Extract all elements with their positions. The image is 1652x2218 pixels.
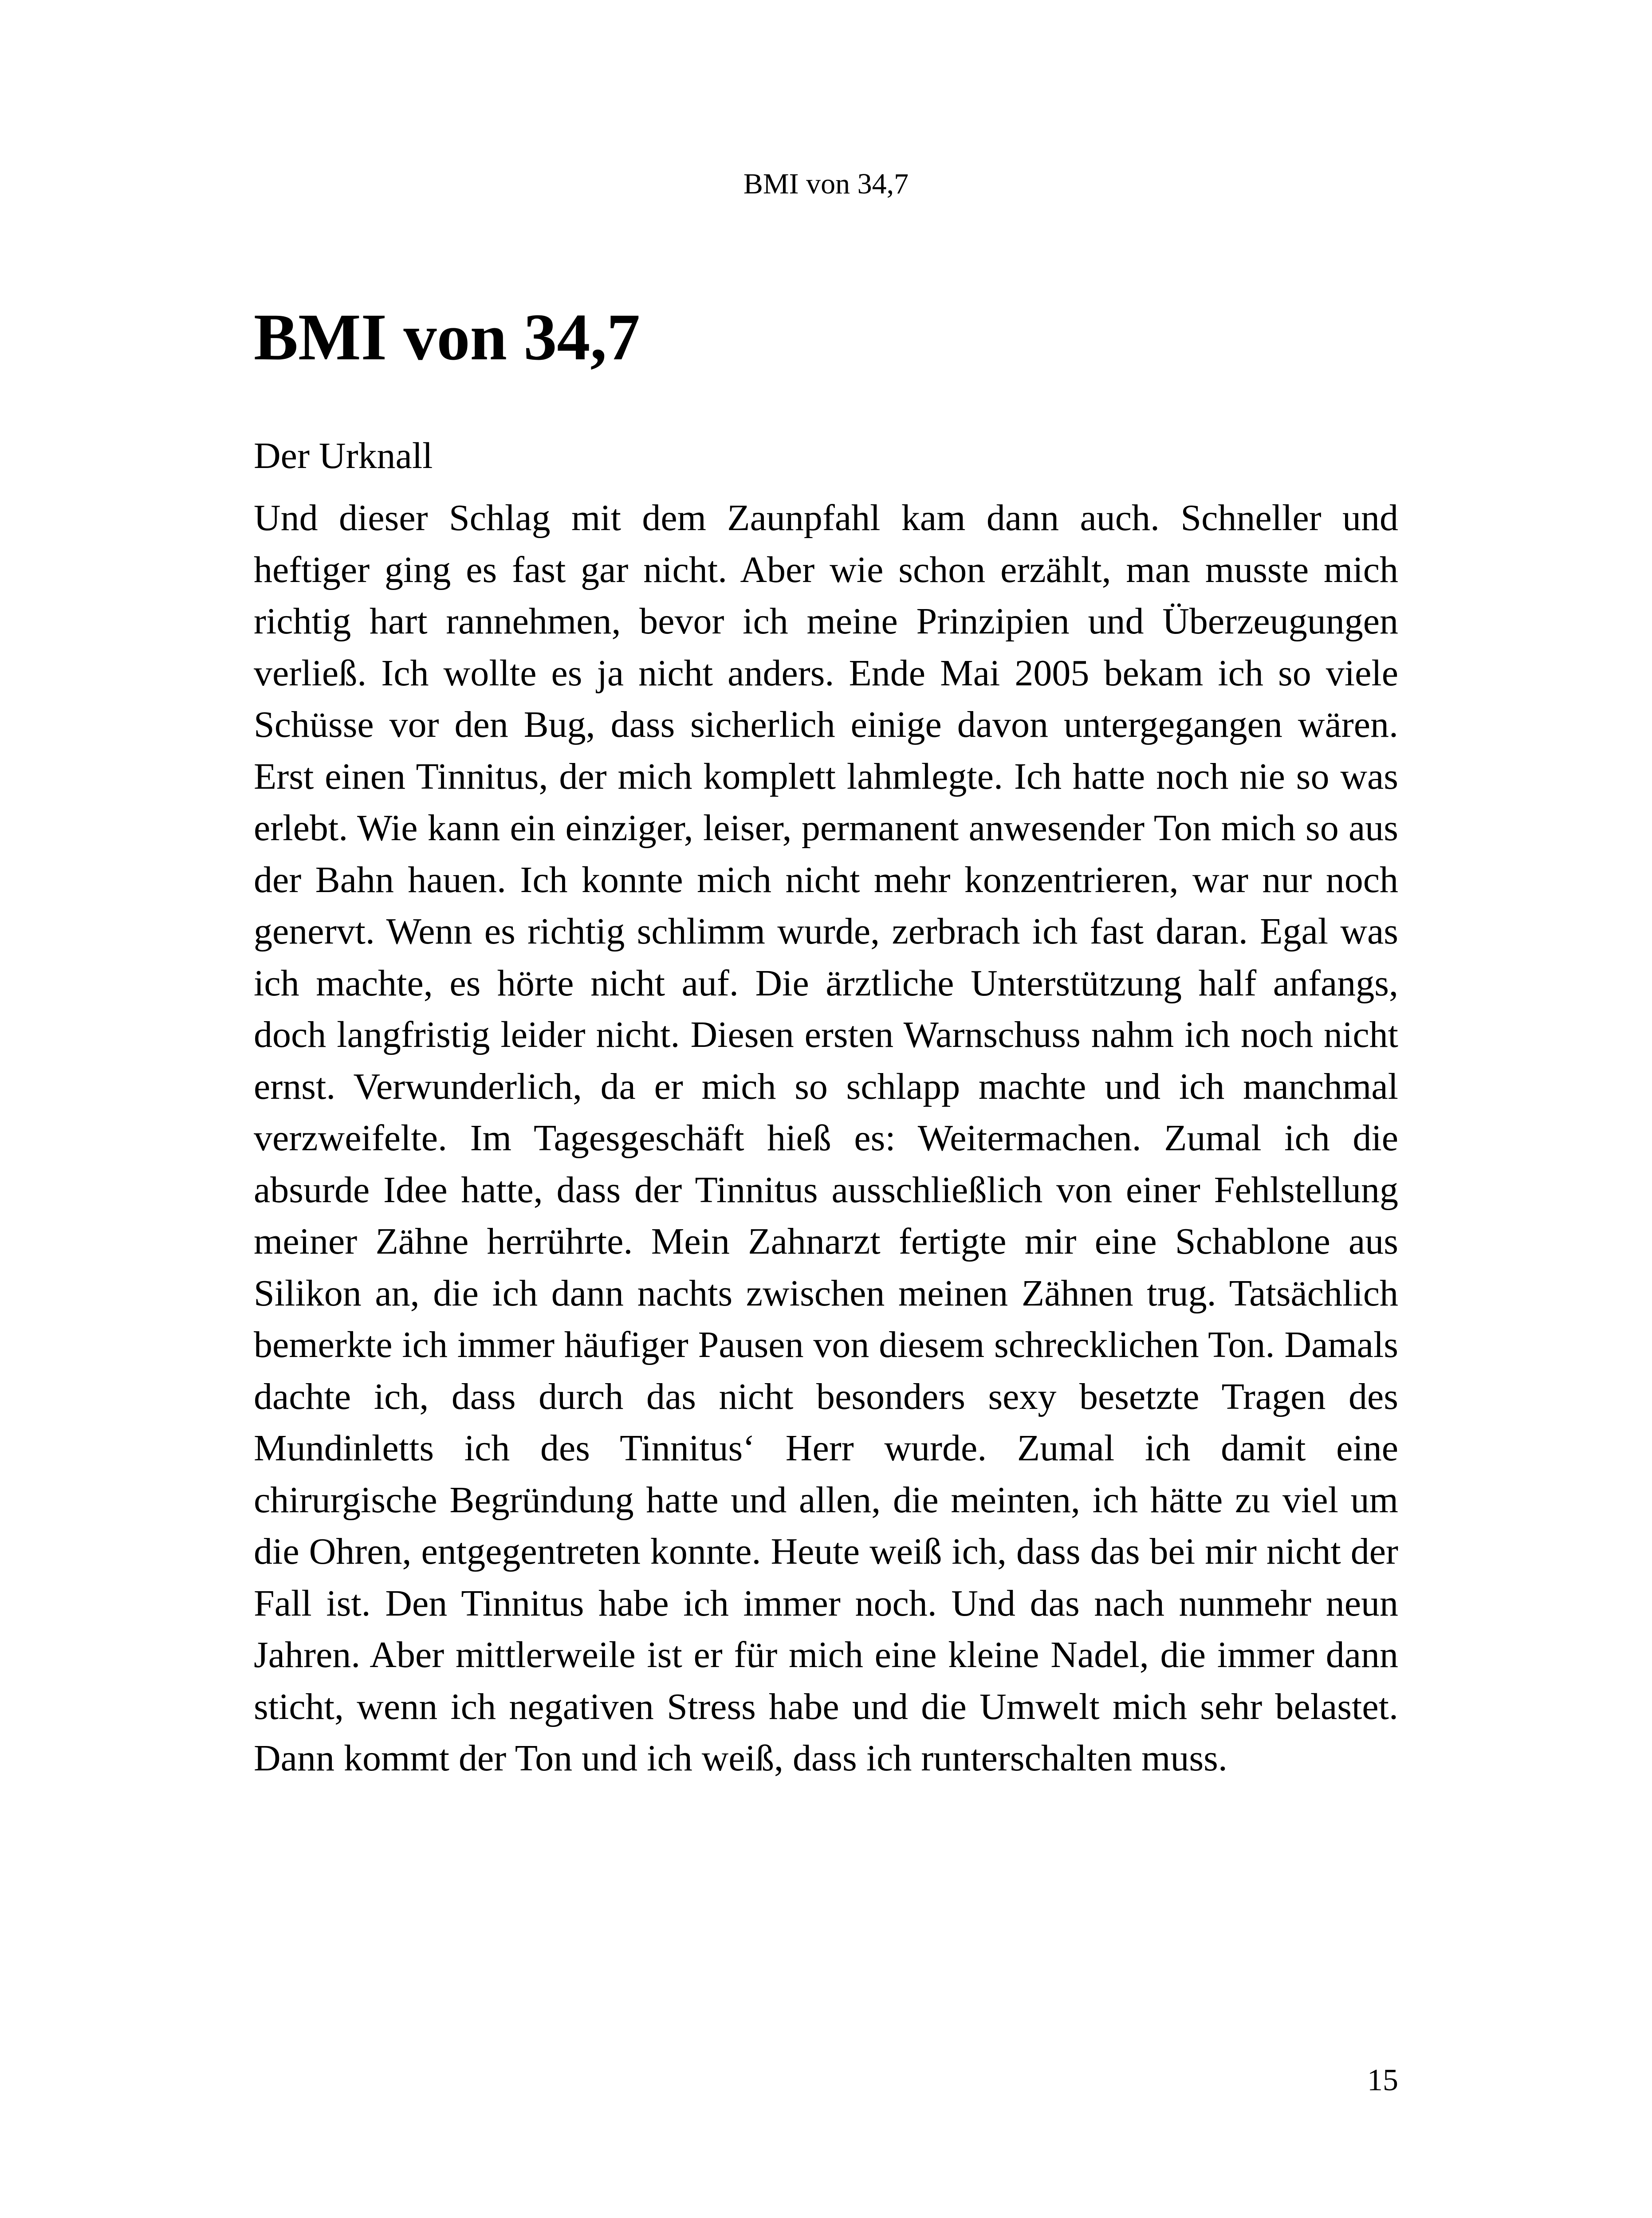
running-header: BMI von 34,7 xyxy=(743,168,909,200)
page-content xyxy=(254,293,1398,1779)
body-paragraph: Und dieser Schlag mit dem Zaunpfahl kam dann auch. Schneller und heftiger ging es fast gar nicht. Aber wie schon erzählt, man musste mich richtig hart rannehmen, bevor ich meine Prinzipien und Überzeugungen verließ. Ich wollte es ja nicht anders. Ende Mai 2005 bekam ich so viele Schüsse vor den Bug, dass sicherlich einige davon untergegangen wären. Erst einen Tinnitus, der mich komplett lahmlegte. Ich hatte noch nie so was erlebt. Wie kann ein einziger, leiser, permanent anwesender Ton mich so aus der Bahn hauen. Ich konnte mich nicht mehr konzentrieren, war nur noch genervt. Wenn es richtig schlimm wurde, zerbrach ich fast daran. Egal was ich machte, es hörte nicht auf. Die ärztliche Unterstützung half anfangs, doch langfristig leider nicht. Diesen ersten Warnschuss nahm ich noch nicht ernst. Verwunderlich, da er mich so schlapp machte und ich manchmal verzweifelte. Im Tagesgeschäft hieß es: Weitermachen. Zumal ich die absurde Idee hatte, dass der Tinnitus ausschließlich von einer Fehlstellung meiner Zähne herrührte. Mein Zahnarzt fertigte mir eine Schablone aus Silikon an, die ich dann nachts zwischen meinen Zähnen trug. Tatsächlich bemerkte ich immer häufiger Pausen von diesem schrecklichen Ton. Damals dachte ich, dass durch das nicht besonders sexy besetzte Tragen des Mundinletts ich des Tinnitus‘ Herr wurde. Zumal ich damit eine chirurgische Begründung hatte und allen, die meinten, ich hätte zu viel um die Ohren, entgegentreten konnte. Heute weiß ich, dass das bei mir nicht der Fall ist. Den Tinnitus habe ich immer noch. Und das nach nunmehr neun Jahren. Aber mittlerweile ist er für mich eine kleine Nadel, die immer dann sticht, wenn ich negativen Stress habe und die Umwelt mich sehr belastet. Dann kommt der Ton und ich weiß, dass ich runterschalten muss. xyxy=(254,497,1398,1779)
chapter-subtitle: Der Urknall xyxy=(254,435,433,476)
page-number: 15 xyxy=(1367,2063,1398,2097)
chapter-title: BMI von 34,7 xyxy=(254,300,640,374)
